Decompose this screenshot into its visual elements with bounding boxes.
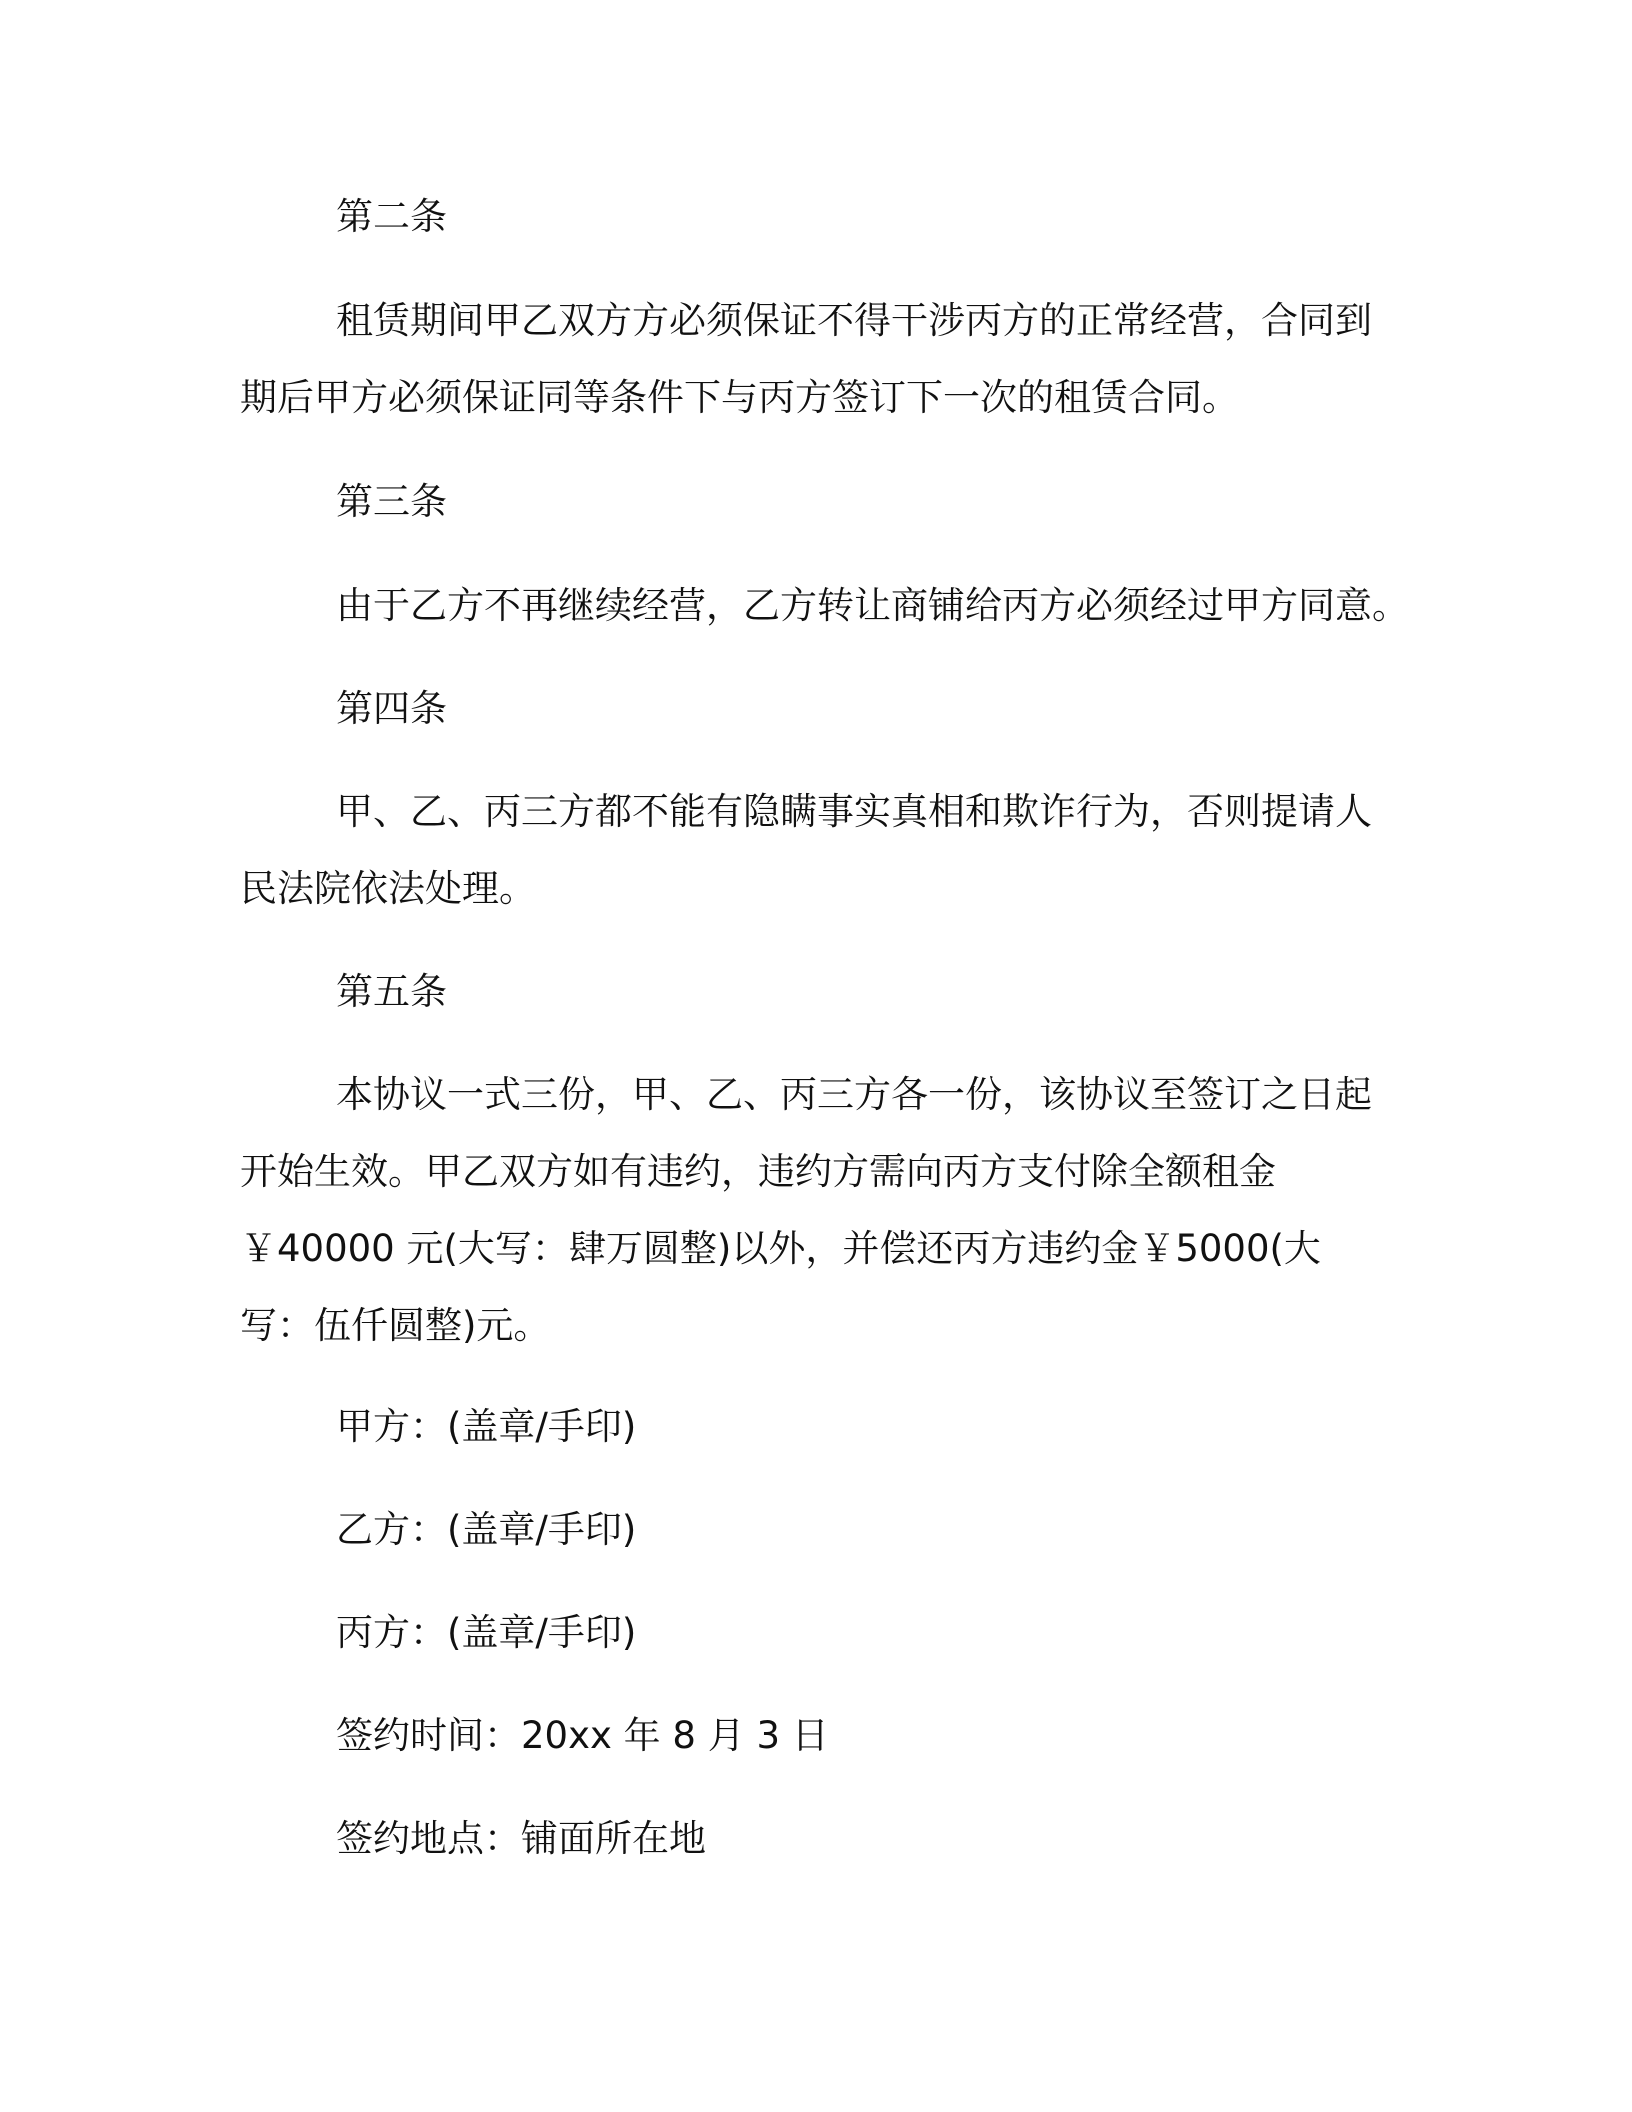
article2-heading: 第二条 <box>336 195 447 238</box>
article5-text: 本协议一式三份，甲、乙、丙三方各一份，该协议至签订之日起开始生效。甲乙双方如有违约，违约方需向丙方支付除全额租金￥40000 元(大写：肆万圆整)以外，并偿还丙方违约金￥5000(大写：伍仟圆整)元。 <box>240 1073 1372 1347</box>
article5-heading: 第五条 <box>336 970 447 1013</box>
article4-heading: 第四条 <box>336 687 447 730</box>
article2-text: 租赁期间甲乙双方方必须保证不得干涉丙方的正常经营，合同到期后甲方必须保证同等条件下与丙方签订下一次的租赁合同。 <box>240 299 1372 419</box>
party-b-signature: 乙方：(盖章/手印) <box>336 1508 637 1551</box>
party-a-signature: 甲方：(盖章/手印) <box>336 1405 637 1448</box>
sign-place: 签约地点：铺面所在地 <box>336 1817 706 1860</box>
sign-time: 签约时间：20xx 年 8 月 3 日 <box>336 1714 829 1757</box>
article3-text: 由于乙方不再继续经营，乙方转让商铺给丙方必须经过甲方同意。 <box>336 584 1409 627</box>
article4-text: 甲、乙、丙三方都不能有隐瞒事实真相和欺诈行为，否则提请人民法院依法处理。 <box>240 790 1372 910</box>
article3-heading: 第三条 <box>336 480 447 523</box>
party-c-signature: 丙方：(盖章/手印) <box>336 1611 637 1654</box>
